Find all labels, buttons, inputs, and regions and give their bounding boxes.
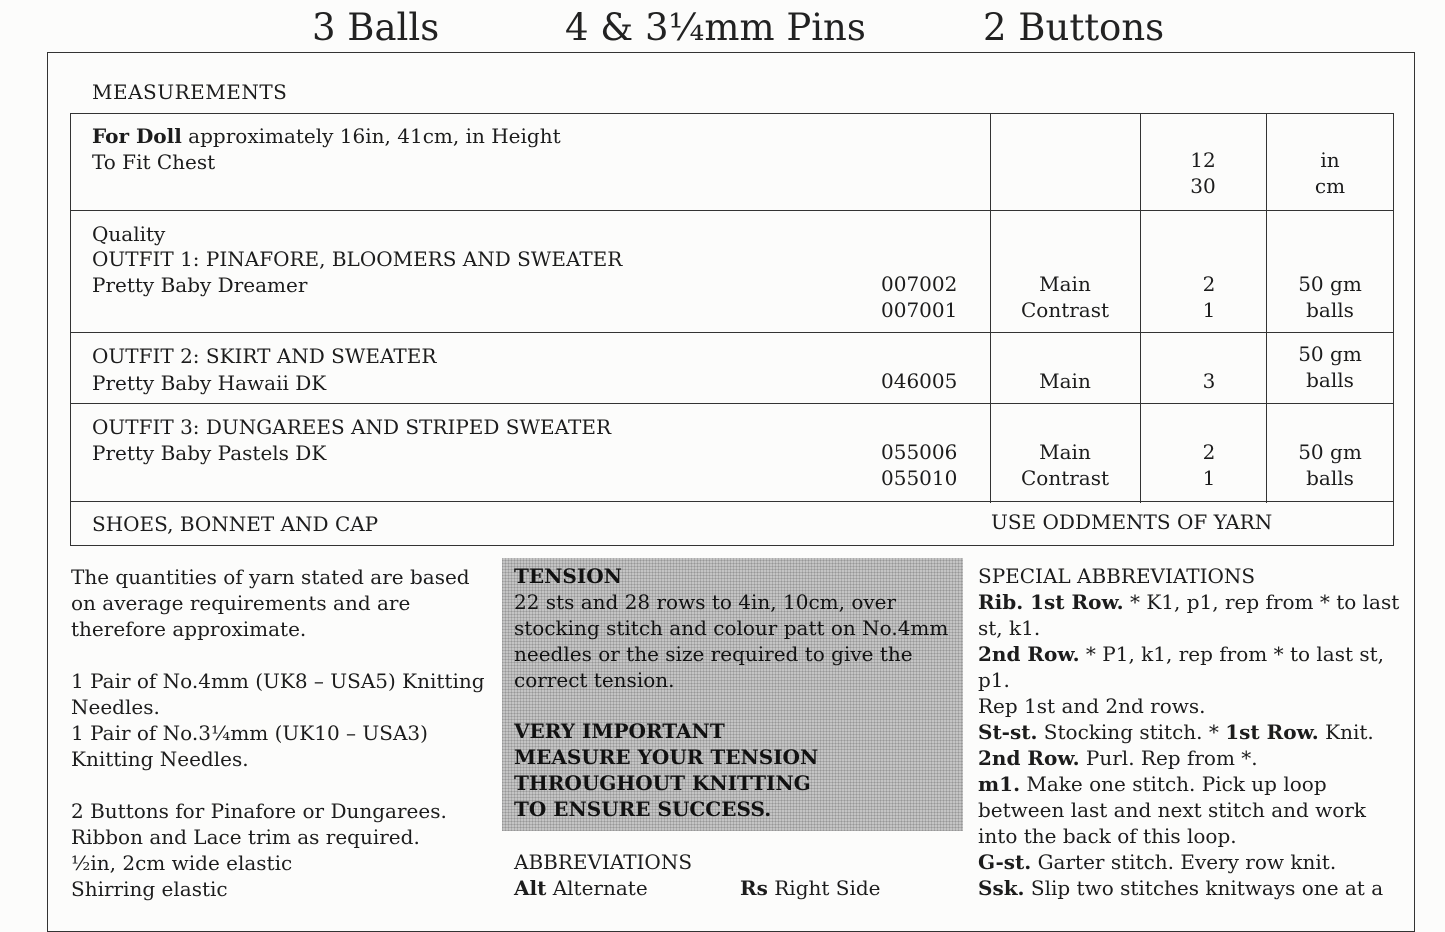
table-divider: [70, 403, 1394, 404]
outfit1-unit: 50 gm: [1298, 272, 1362, 296]
materials-line: Ribbon and Lace trim as required.: [71, 825, 420, 849]
tension-line: needles or the size required to give the: [514, 642, 913, 666]
abbrev-rs: [740, 875, 881, 901]
special-key: 2nd Row.: [978, 746, 1080, 770]
special-key: 2nd Row.: [978, 642, 1080, 666]
tension-line: correct tension.: [514, 668, 675, 692]
materials-line: Shirring elastic: [71, 877, 228, 901]
abbrev-alt-text: Alternate: [546, 876, 648, 900]
tension-line: 22 sts and 28 rows to 4in, 10cm, over: [514, 590, 897, 614]
outfit1-qty-contrast: 1: [1202, 298, 1216, 322]
materials-line: Needles.: [71, 695, 160, 719]
special-text: Make one stitch. Pick up loop: [1020, 772, 1327, 796]
quality-label: Quality: [92, 222, 166, 246]
special-text: Knit.: [1318, 720, 1374, 744]
tension-box: [502, 558, 963, 831]
special-key: 1st Row.: [1225, 720, 1319, 744]
outfit3-title: OUTFIT 3: DUNGAREES AND STRIPED SWEATER: [92, 415, 612, 439]
special-key: G-st.: [978, 850, 1032, 874]
materials-line: The quantities of yarn stated are based: [71, 565, 470, 589]
materials-line: 1 Pair of No.4mm (UK8 – USA5) Knitting: [71, 669, 485, 693]
outfit3-yarn: Pretty Baby Pastels DK: [92, 441, 327, 465]
important-line: TO ENSURE SUCCESS.: [514, 797, 772, 821]
special-line: [978, 589, 1399, 615]
chest-size-cm: 30: [1190, 174, 1216, 198]
outfit2-main-label: Main: [1039, 369, 1091, 393]
special-line: p1.: [978, 668, 1010, 692]
special-key: Ssk.: [978, 876, 1025, 900]
special-line: st, k1.: [978, 616, 1041, 640]
important-line: VERY IMPORTANT: [514, 719, 725, 743]
outfit1-qty-main: 2: [1202, 272, 1216, 296]
outfit3-qty-main: 2: [1202, 440, 1216, 464]
outfit3-code-contrast: 055010: [881, 466, 958, 490]
outfit1-unit-balls: balls: [1306, 298, 1354, 322]
special-line: [978, 745, 1258, 771]
outfit3-qty-contrast: 1: [1202, 466, 1216, 490]
table-divider: [70, 332, 1394, 333]
for-doll-label: For Doll: [92, 124, 182, 148]
special-line: [978, 771, 1327, 797]
outfit3-contrast-label: Contrast: [1020, 466, 1110, 490]
special-text: * K1, p1, rep from * to last: [1123, 590, 1400, 614]
doll-height-text: approximately 16in, 41cm, in Height: [181, 124, 561, 148]
special-abbreviations-title: SPECIAL ABBREVIATIONS: [978, 564, 1256, 588]
special-key: Rib. 1st Row.: [978, 590, 1124, 614]
header-pins: 4 & 3¼mm Pins: [565, 6, 866, 49]
special-text: Slip two stitches knitways one at a: [1024, 876, 1384, 900]
table-divider: [70, 210, 1394, 211]
special-line: [978, 719, 1374, 745]
tension-line: stocking stitch and colour patt on No.4mm: [514, 616, 949, 640]
special-key: m1.: [978, 772, 1021, 796]
outfit2-unit: 50 gm: [1298, 342, 1362, 366]
materials-line: ½in, 2cm wide elastic: [71, 851, 293, 875]
special-line: [978, 849, 1336, 875]
special-line: [978, 875, 1383, 901]
measurements-title: MEASUREMENTS: [92, 80, 288, 104]
outfit2-code: 046005: [881, 369, 958, 393]
special-text: Stocking stitch. *: [1037, 720, 1226, 744]
outfit1-code-main: 007002: [881, 272, 958, 296]
special-text: Purl. Rep from *.: [1079, 746, 1258, 770]
special-line: [978, 641, 1384, 667]
to-fit-chest-label: To Fit Chest: [92, 150, 216, 174]
outfit3-unit: 50 gm: [1298, 440, 1362, 464]
important-line: MEASURE YOUR TENSION: [514, 745, 819, 769]
outfit3-unit-balls: balls: [1306, 466, 1354, 490]
shoes-bonnet-cap-label: SHOES, BONNET AND CAP: [92, 512, 379, 536]
abbrev-rs-text: Right Side: [767, 876, 881, 900]
important-line: THROUGHOUT KNITTING: [514, 771, 811, 795]
outfit3-code-main: 055006: [881, 440, 958, 464]
outfit1-code-contrast: 007001: [881, 298, 958, 322]
materials-line: 2 Buttons for Pinafore or Dungarees.: [71, 799, 447, 823]
abbrev-alt-key: Alt: [514, 876, 547, 900]
header-balls: 3 Balls: [312, 6, 440, 49]
special-line: Rep 1st and 2nd rows.: [978, 694, 1206, 718]
chest-size-in: 12: [1190, 148, 1216, 172]
abbrev-alt: [514, 875, 648, 901]
outfit2-title: OUTFIT 2: SKIRT AND SWEATER: [92, 344, 437, 368]
table-divider: [70, 501, 1394, 502]
tension-title: TENSION: [514, 564, 622, 588]
abbreviations-title: ABBREVIATIONS: [514, 850, 693, 874]
materials-line: 1 Pair of No.3¼mm (UK10 – USA3): [71, 721, 428, 745]
materials-line: therefore approximate.: [71, 617, 307, 641]
table-column-divider: [990, 113, 991, 503]
special-text: * P1, k1, rep from * to last st,: [1079, 642, 1385, 666]
header-buttons: 2 Buttons: [983, 6, 1165, 49]
outfit1-main-label: Main: [1039, 272, 1091, 296]
materials-line: Knitting Needles.: [71, 747, 249, 771]
special-line: between last and next stitch and work: [978, 798, 1367, 822]
special-text: Garter stitch. Every row knit.: [1031, 850, 1337, 874]
use-oddments-note: USE ODDMENTS OF YARN: [991, 510, 1273, 534]
abbrev-rs-key: Rs: [740, 876, 768, 900]
special-line: into the back of this loop.: [978, 824, 1237, 848]
unit-in: in: [1320, 148, 1340, 172]
special-key: St-st.: [978, 720, 1038, 744]
outfit2-qty: 3: [1202, 369, 1216, 393]
outfit2-unit-balls: balls: [1306, 368, 1354, 392]
table-column-divider: [1140, 113, 1141, 503]
doll-height-label: [92, 123, 561, 149]
materials-line: on average requirements and are: [71, 591, 411, 615]
outfit1-yarn: Pretty Baby Dreamer: [92, 273, 308, 297]
outfit1-contrast-label: Contrast: [1020, 298, 1110, 322]
outfit2-yarn: Pretty Baby Hawaii DK: [92, 371, 327, 395]
outfit3-main-label: Main: [1039, 440, 1091, 464]
unit-cm: cm: [1314, 174, 1346, 198]
outfit1-title: OUTFIT 1: PINAFORE, BLOOMERS AND SWEATER: [92, 247, 623, 271]
